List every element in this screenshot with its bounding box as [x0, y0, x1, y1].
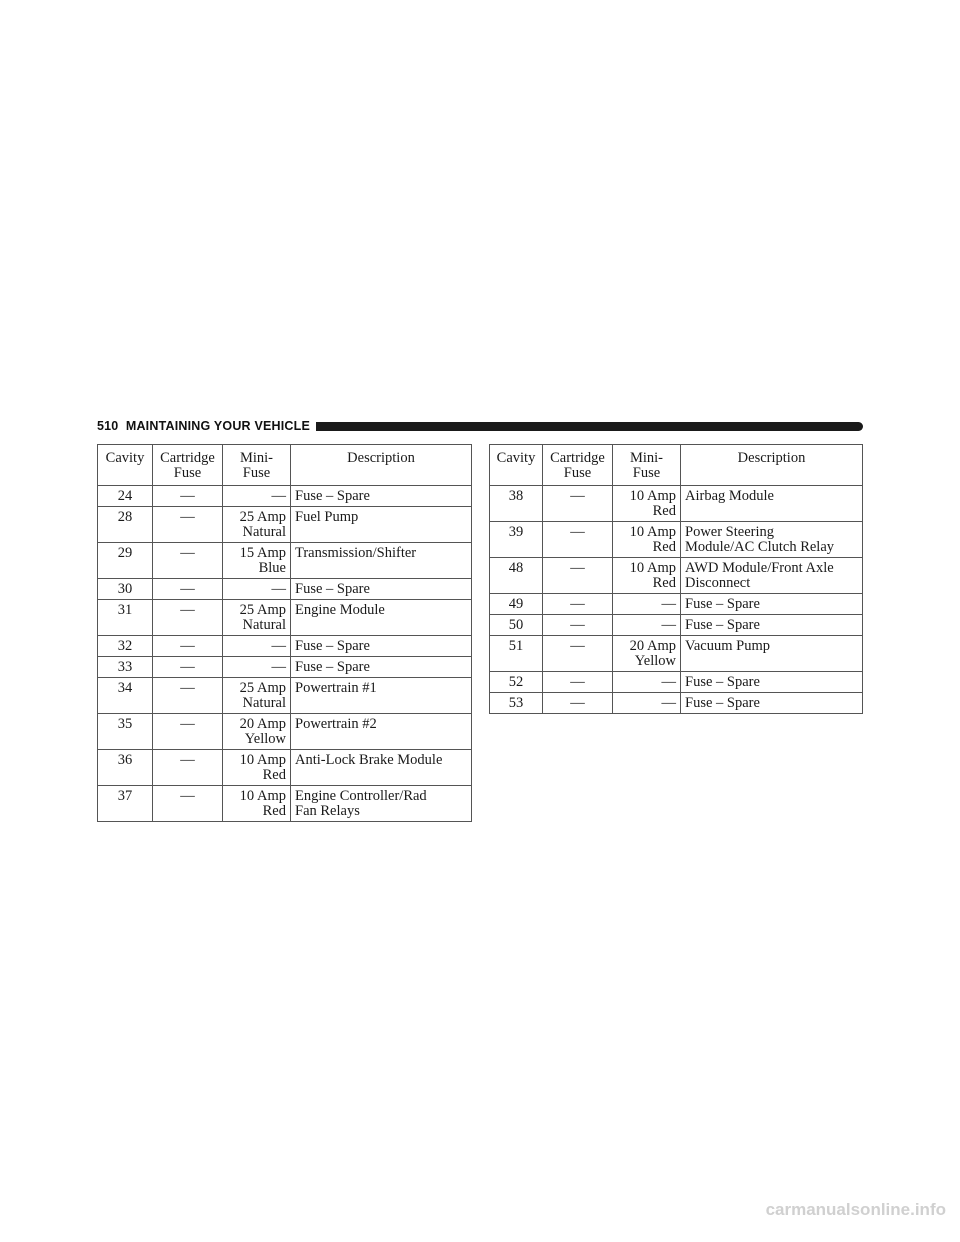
table-row [490, 636, 863, 672]
cartridge-cell: — [153, 678, 223, 714]
mini-fuse-cell: 25 Amp Natural [223, 507, 291, 543]
table-row [98, 750, 472, 786]
cavity-cell: 53 [490, 693, 543, 714]
mini-fuse-cell: — [613, 693, 681, 714]
description-cell: Transmission/Shifter [291, 543, 472, 579]
cavity-cell: 30 [98, 579, 153, 600]
description-cell: Powertrain #2 [291, 714, 472, 750]
description-cell: Fuse – Spare [291, 657, 472, 678]
description-cell: Fuse – Spare [681, 615, 863, 636]
mini-fuse-cell: — [223, 486, 291, 507]
description-cell: AWD Module/Front Axle Disconnect [681, 558, 863, 594]
description-cell: Powertrain #1 [291, 678, 472, 714]
cartridge-cell: — [153, 786, 223, 822]
mini-fuse-cell: 10 Amp Red [613, 486, 681, 522]
mini-fuse-cell: — [613, 672, 681, 693]
table-row [98, 657, 472, 678]
mini-fuse-cell: — [223, 657, 291, 678]
mini-fuse-cell: 25 Amp Natural [223, 678, 291, 714]
cartridge-cell: — [543, 522, 613, 558]
description-cell: Engine Controller/Rad Fan Relays [291, 786, 472, 822]
cavity-cell: 32 [98, 636, 153, 657]
cavity-cell: 51 [490, 636, 543, 672]
col-header-description: Description [291, 445, 472, 486]
col-header-mini: Mini- Fuse [223, 445, 291, 486]
mini-fuse-cell: — [613, 615, 681, 636]
cavity-cell: 29 [98, 543, 153, 579]
cavity-cell: 36 [98, 750, 153, 786]
cartridge-cell: — [543, 672, 613, 693]
cartridge-cell: — [543, 558, 613, 594]
table-row [98, 786, 472, 822]
table-row [98, 600, 472, 636]
cartridge-cell: — [153, 543, 223, 579]
cavity-cell: 37 [98, 786, 153, 822]
cartridge-cell: — [153, 750, 223, 786]
page-number: 510 [97, 419, 119, 433]
cavity-cell: 49 [490, 594, 543, 615]
description-cell: Fuel Pump [291, 507, 472, 543]
table-row [490, 693, 863, 714]
fuse-table-right [489, 444, 863, 714]
cartridge-cell: — [543, 594, 613, 615]
description-cell: Engine Module [291, 600, 472, 636]
mini-fuse-cell: 15 Amp Blue [223, 543, 291, 579]
cartridge-cell: — [543, 636, 613, 672]
mini-fuse-cell: 10 Amp Red [613, 558, 681, 594]
cavity-cell: 24 [98, 486, 153, 507]
cavity-cell: 35 [98, 714, 153, 750]
col-header-cavity: Cavity [490, 445, 543, 486]
col-header-mini: Mini- Fuse [613, 445, 681, 486]
mini-fuse-cell: 20 Amp Yellow [223, 714, 291, 750]
table-row [490, 558, 863, 594]
description-cell: Fuse – Spare [291, 486, 472, 507]
mini-fuse-cell: — [223, 579, 291, 600]
table-row [490, 486, 863, 522]
col-header-cavity: Cavity [98, 445, 153, 486]
description-cell: Fuse – Spare [681, 672, 863, 693]
section-title: MAINTAINING YOUR VEHICLE [125, 419, 311, 433]
table-header-row [490, 445, 863, 486]
col-header-cartridge: Cartridge Fuse [543, 445, 613, 486]
description-cell: Fuse – Spare [291, 579, 472, 600]
cavity-cell: 52 [490, 672, 543, 693]
mini-fuse-cell: 10 Amp Red [613, 522, 681, 558]
table-row [490, 522, 863, 558]
cartridge-cell: — [543, 693, 613, 714]
mini-fuse-cell: — [613, 594, 681, 615]
description-cell: Fuse – Spare [291, 636, 472, 657]
description-cell: Power Steering Module/AC Clutch Relay [681, 522, 863, 558]
cavity-cell: 48 [490, 558, 543, 594]
table-row [98, 507, 472, 543]
table-row [98, 486, 472, 507]
mini-fuse-cell: — [223, 636, 291, 657]
page-header-text [97, 419, 310, 433]
mini-fuse-cell: 20 Amp Yellow [613, 636, 681, 672]
mini-fuse-cell: 10 Amp Red [223, 750, 291, 786]
cavity-cell: 31 [98, 600, 153, 636]
table-row [98, 636, 472, 657]
table-row [98, 678, 472, 714]
description-cell: Fuse – Spare [681, 594, 863, 615]
cartridge-cell: — [153, 636, 223, 657]
description-cell: Anti-Lock Brake Module [291, 750, 472, 786]
description-cell: Vacuum Pump [681, 636, 863, 672]
cavity-cell: 39 [490, 522, 543, 558]
table-row [490, 594, 863, 615]
table-row [98, 543, 472, 579]
cavity-cell: 34 [98, 678, 153, 714]
col-header-description: Description [681, 445, 863, 486]
fuse-table-left [97, 444, 472, 822]
cavity-cell: 38 [490, 486, 543, 522]
cartridge-cell: — [153, 657, 223, 678]
description-cell: Fuse – Spare [681, 693, 863, 714]
cavity-cell: 33 [98, 657, 153, 678]
col-header-cartridge: Cartridge Fuse [153, 445, 223, 486]
cartridge-cell: — [153, 714, 223, 750]
table-row [98, 579, 472, 600]
cartridge-cell: — [543, 615, 613, 636]
mini-fuse-cell: 10 Amp Red [223, 786, 291, 822]
cavity-cell: 50 [490, 615, 543, 636]
mini-fuse-cell: 25 Amp Natural [223, 600, 291, 636]
cartridge-cell: — [153, 486, 223, 507]
cartridge-cell: — [153, 507, 223, 543]
header-rule [316, 422, 863, 431]
page-header [97, 418, 863, 434]
cavity-cell: 28 [98, 507, 153, 543]
watermark: carmanualsonline.info [765, 1200, 946, 1219]
description-cell: Airbag Module [681, 486, 863, 522]
cartridge-cell: — [153, 579, 223, 600]
cartridge-cell: — [153, 600, 223, 636]
table-row [490, 672, 863, 693]
cartridge-cell: — [543, 486, 613, 522]
table-header-row [98, 445, 472, 486]
table-row [490, 615, 863, 636]
table-row [98, 714, 472, 750]
